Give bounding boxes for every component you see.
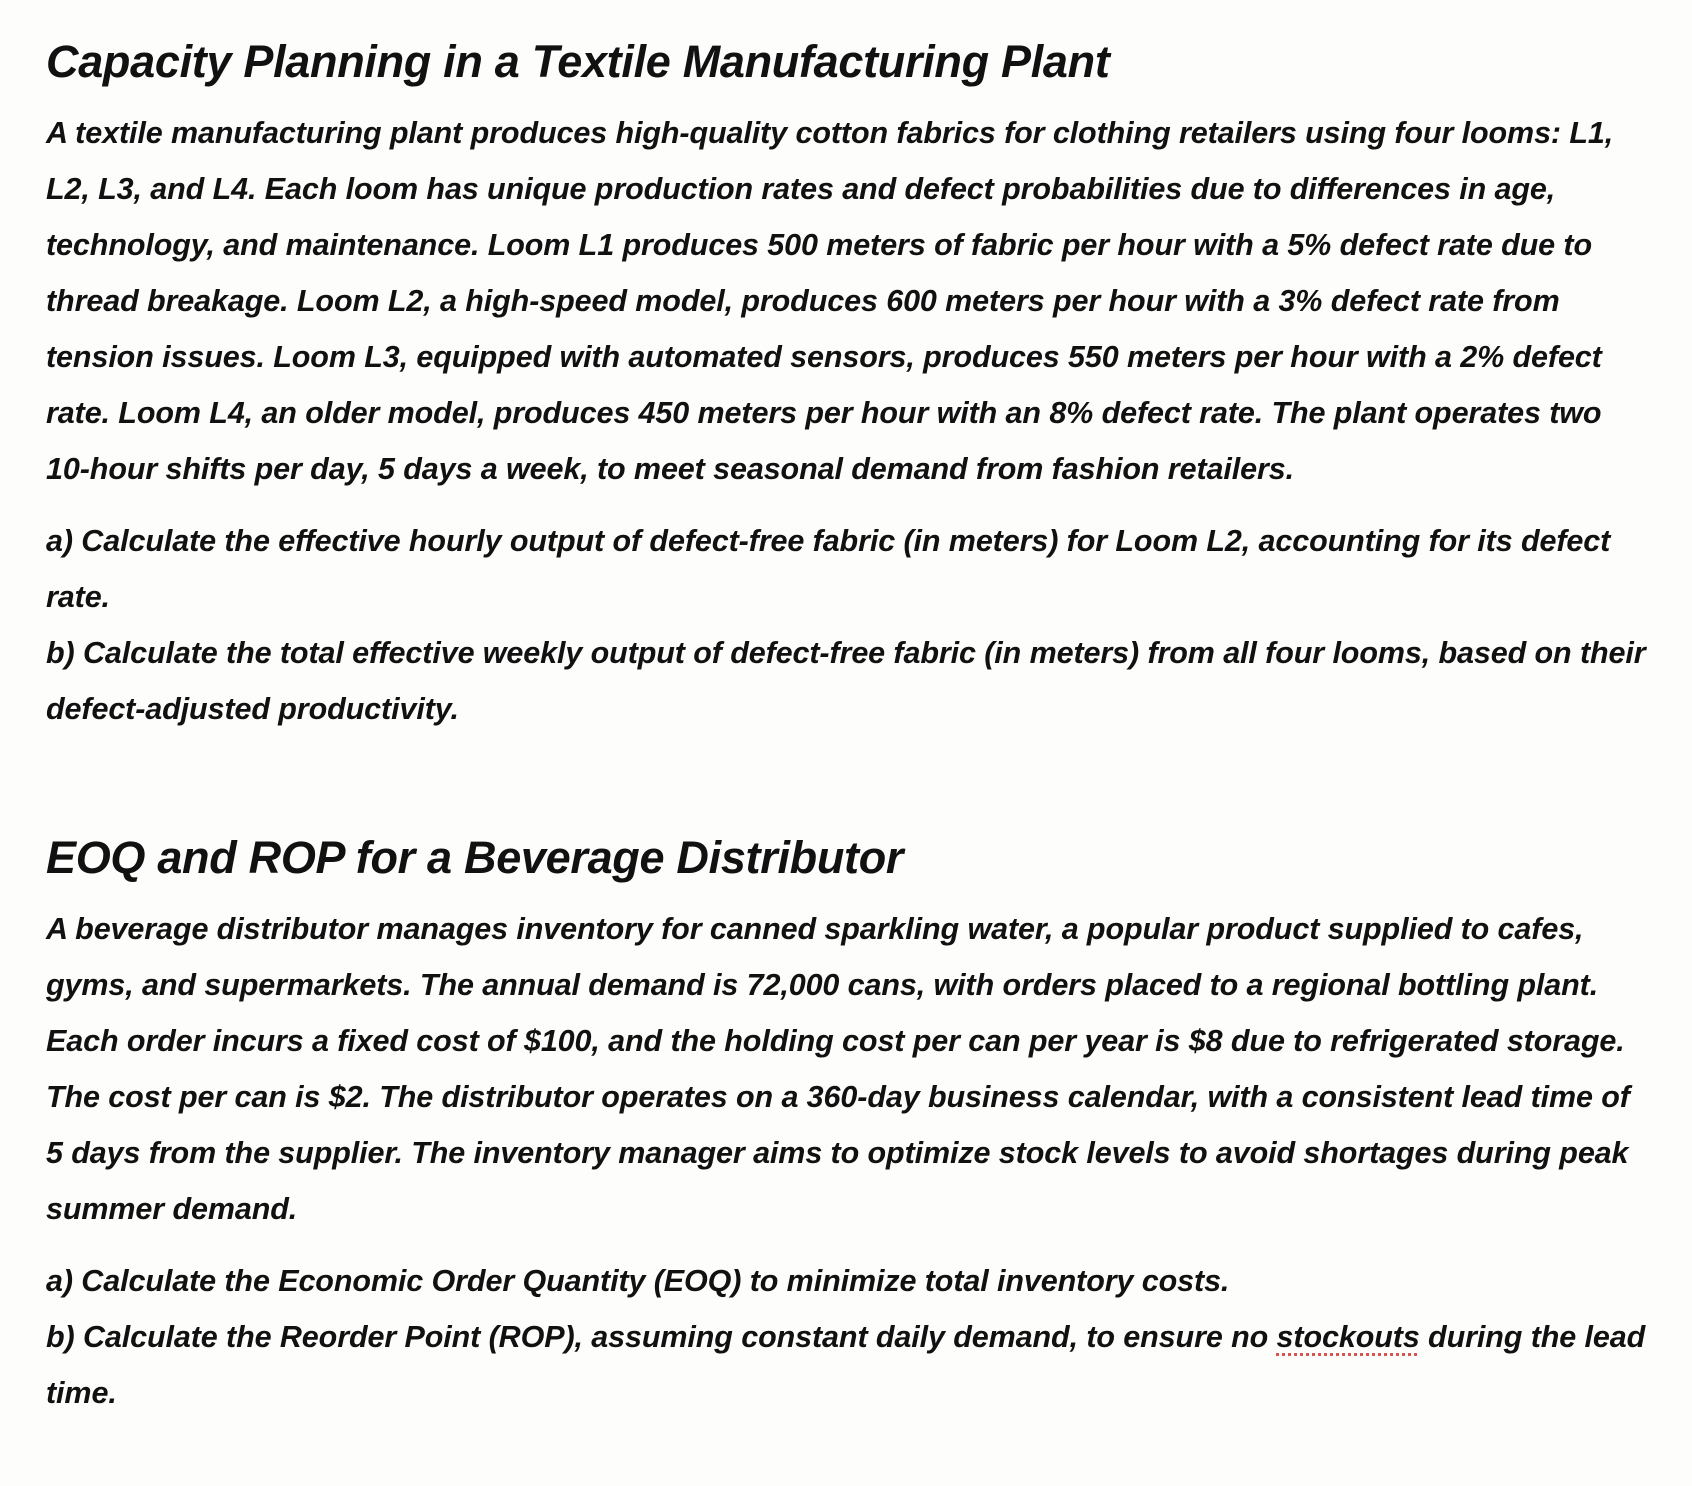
section-eoq-rop: [46, 832, 1646, 1421]
section-title: Capacity Planning in a Textile Manufacturing Plant: [46, 36, 1110, 87]
question-a: a) Calculate the Economic Order Quantity (EOQ) to minimize total inventory costs.: [46, 1264, 1230, 1298]
document: [46, 0, 1646, 1421]
question-b-text: b) Calculate the Reorder Point (ROP), assuming constant daily demand, to ensure no: [46, 1320, 1277, 1354]
spellcheck-flagged-word[interactable]: stockouts: [1276, 1320, 1420, 1354]
section-capacity-planning: [46, 0, 1646, 737]
question-a: a) Calculate the effective hourly output of defect-free fabric (in meters) for Loom L2, accounting for its defect rate.: [46, 524, 1611, 614]
problem-description: A beverage distributor manages inventory for canned sparkling water, a popular product supplied to cafes, gyms, and supermarkets. The annual demand is 72,000 cans, with orders placed to a regional bottling plant. Each order incurs a fixed cost of $100, and the holding cost per can per year is $8 due to refrigerated storage. The cost per can is $2. The distributor operates on a 360-day business calendar, with a consistent lead time of 5 days from the supplier. The inventory manager aims to optimize stock levels to avoid shortages during peak summer demand.: [46, 912, 1630, 1226]
question-b: [46, 1309, 1646, 1421]
problem-description: A textile manufacturing plant produces high-quality cotton fabrics for clothing retailers using four looms: L1, L2, L3, and L4. Each loom has unique production rates and defect probabilities due to differences in age, technology, and maintenance. Loom L1 produces 500 meters of fabric per hour with a 5% defect rate due to thread breakage. Loom L2, a high-speed model, produces 600 meters per hour with a 3% defect rate from tension issues. Loom L3, equipped with automated sensors, produces 550 meters per hour with a 2% defect rate. Loom L4, an older model, produces 450 meters per hour with an 8% defect rate. The plant operates two 10-hour shifts per day, 5 days a week, to meet seasonal demand from fashion retailers.: [46, 116, 1614, 486]
question-b-text-end: during the lead time.: [46, 1320, 1646, 1410]
section-title: EOQ and ROP for a Beverage Distributor: [46, 832, 904, 883]
question-b: b) Calculate the total effective weekly output of defect-free fabric (in meters) from all four looms, based on their defect-adjusted productivity.: [46, 636, 1646, 726]
